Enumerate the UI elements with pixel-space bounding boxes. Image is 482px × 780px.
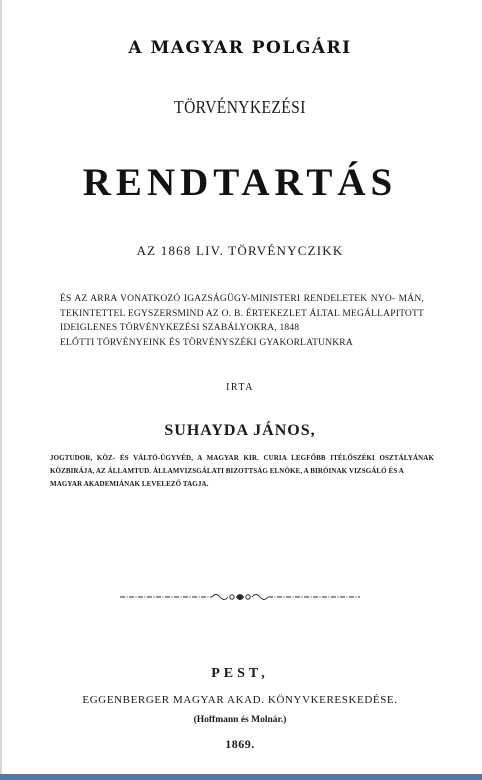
author-description-line: KÖZBIRÁJA, AZ ÁLLAMTUD. ÁLLAMVIZSGÁLATI BIZOTTSÁG ELNÖKE, A BIRÓINAK VIZSGÁLÓ ÉS A [50,467,404,475]
ornament-icon [120,588,360,606]
written-by: IRTA [226,382,254,393]
printers: (Hoffmann és Molnár.) [193,715,287,725]
law-reference: AZ 1868 LIV. TÖRVÉNYCZIKK [136,243,344,258]
description-line: ÉS AZ ARRA VONATKOZÓ IGAZSÁGÜGY-MINISTERI RENDELETEK NYO- [60,294,399,304]
publisher: EGGENBERGER MAGYAR AKAD. KÖNYVKERESKEDÉSE. [82,694,398,706]
bottom-bar [0,774,482,780]
subtitle: TÖRVÉNYKEZÉSI [174,97,306,117]
author-name: SUHAYDA JÁNOS, [164,422,316,439]
description-line: ELŐTTI TÖRVÉNYEINK ÉS TÖRVÉNYSZÉKI GYAKORLATUNKRA [60,337,353,348]
publication-place: PEST, [211,666,269,681]
description-line: MÁN, TEKINTETTEL EGYSZERSMIND AZ O. B. ÉRTEKEZLET ÁLTAL [60,294,424,319]
main-title: RENDTARTÁS [82,161,398,204]
description-line: MEGÁLLAPITOTT IDEIGLENES TÖRVÉNYKEZÉSI SZABÁLYOKRA, 1848 [60,308,424,333]
publication-year: 1869. [225,737,255,751]
author-description-line: MAGYAR AKADEMIÁNAK LEVELEZŐ TAGJA. [50,480,209,488]
description [60,292,424,350]
author-description [50,452,434,491]
author-description-line: JOGTUDOR, KÖZ- ÉS VÁLTÓ-ÜGYVÉD, A MAGYAR KIR. CURIA LEGFŐBB ITÉLŐSZÉKI OSZTÁLYÁNAK [50,454,434,462]
page-edge [0,0,2,780]
series-title: A MAGYAR POLGÁRI [128,38,352,58]
